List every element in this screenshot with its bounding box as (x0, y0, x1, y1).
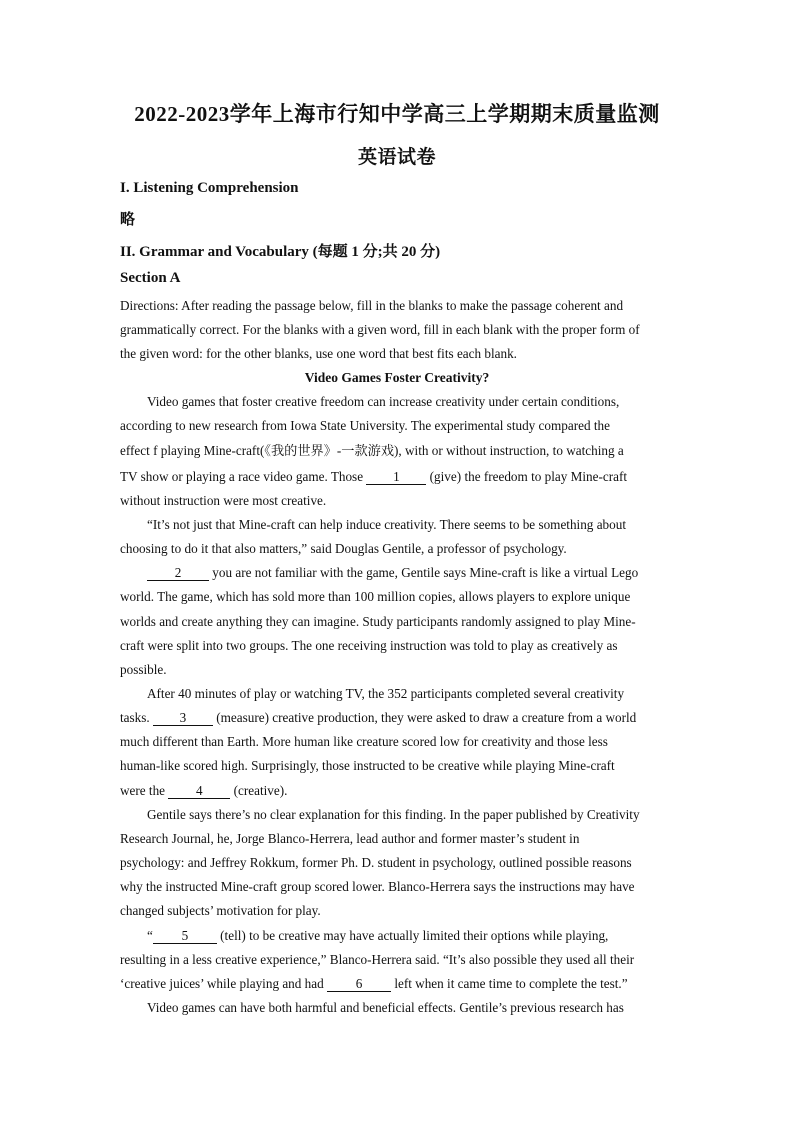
passage-line: Research Journal, he, Jorge Blanco-Herrera, lead author and former master’s student in (120, 831, 580, 846)
passage-line: Video games can have both harmful and beneficial effects. Gentile’s previous research has (147, 1000, 624, 1015)
passage-line (120, 783, 680, 799)
passage-line: effect f playing Mine-craft(《我的世界》-一款游戏), with or without instruction, to watching a (120, 443, 624, 458)
passage-line: Video games that foster creative freedom can increase creativity under certain conditions, (147, 394, 620, 409)
text-segment: (measure) creative production, they were asked to draw a creature from a world (212, 710, 637, 725)
blank-5[interactable]: 5 (153, 929, 217, 944)
passage-line: resulting in a less creative experience,” Blanco-Herrera said. “It’s also possible they used all their (120, 952, 635, 967)
text-segment: TV show or playing a race video game. Those (120, 469, 367, 484)
passage-line: possible. (120, 662, 167, 677)
text-segment: (give) the freedom to play Mine-craft (426, 469, 628, 484)
passage-line (147, 928, 680, 944)
passage-line: why the instructed Mine-craft group scored lower. Blanco-Herrera says the instructions may have (120, 879, 635, 894)
text-segment: “ (147, 928, 153, 943)
passage-line: much different than Earth. More human like creature scored low for creativity and those less (120, 734, 608, 749)
text-segment: (creative). (230, 783, 288, 798)
blank-2[interactable]: 2 (147, 566, 209, 581)
passage-line: world. The game, which has sold more than 100 million copies, allows players to explore unique (120, 589, 631, 604)
text-segment: were the (120, 783, 169, 798)
passage-line: worlds and create anything they can imagine. Study participants randomly assigned to play Mine- (120, 614, 636, 629)
directions-line: the given word: for the other blanks, use one word that best fits each blank. (120, 346, 517, 361)
passage-line (147, 565, 680, 581)
passage-line: “It’s not just that Mine-craft can help induce creativity. There seems to be something about (147, 517, 626, 532)
section-1-heading: I. Listening Comprehension (120, 180, 299, 196)
blank-1[interactable]: 1 (366, 470, 426, 485)
blank-3[interactable]: 3 (153, 711, 213, 726)
passage-line (120, 976, 680, 992)
passage-line (120, 469, 680, 485)
passage-line: choosing to do it that also matters,” said Douglas Gentile, a professor of psychology. (120, 541, 567, 556)
passage-line: without instruction were most creative. (120, 493, 327, 508)
text-segment: (tell) to be creative may have actually limited their options while playing, (216, 928, 609, 943)
passage-line (120, 710, 680, 726)
passage-line: changed subjects’ motivation for play. (120, 903, 321, 918)
text-segment: ‘creative juices’ while playing and had (120, 976, 328, 991)
passage-line: Gentile says there’s no clear explanation for this finding. In the paper published by Creativity (147, 807, 640, 822)
blank-6[interactable]: 6 (327, 977, 391, 992)
text-segment: tasks. (120, 710, 153, 725)
blank-4[interactable]: 4 (168, 784, 230, 799)
section-a-heading: Section A (120, 270, 181, 286)
section-2-heading: II. Grammar and Vocabulary (每题 1 分;共 20 分) (120, 244, 441, 260)
directions-line: grammatically correct. For the blanks with a given word, fill in each blank with the proper form of (120, 322, 640, 337)
text-segment: you are not familiar with the game, Gentile says Mine-craft is like a virtual Lego (209, 565, 639, 580)
passage-line: After 40 minutes of play or watching TV, the 352 participants completed several creativity (147, 686, 625, 701)
exam-title: 2022-2023学年上海市行知中学高三上学期期末质量监测 (134, 102, 660, 126)
directions-line: Directions: After reading the passage below, fill in the blanks to make the passage coherent and (120, 298, 624, 313)
passage-line: psychology: and Jeffrey Rokkum, former Ph. D. student in psychology, outlined possible reasons (120, 855, 632, 870)
passage-line: according to new research from Iowa State University. The experimental study compared the (120, 418, 610, 433)
passage-line: craft were split into two groups. The one receiving instruction was told to play as creatively as (120, 638, 618, 653)
passage-title: Video Games Foster Creativity? (304, 370, 490, 385)
section-1-note: 略 (120, 212, 136, 228)
passage-line: human-like scored high. Surprisingly, those instructed to be creative while playing Mine-craft (120, 758, 615, 773)
text-segment: left when it came time to complete the test.” (391, 976, 628, 991)
exam-subtitle: 英语试卷 (357, 147, 436, 168)
